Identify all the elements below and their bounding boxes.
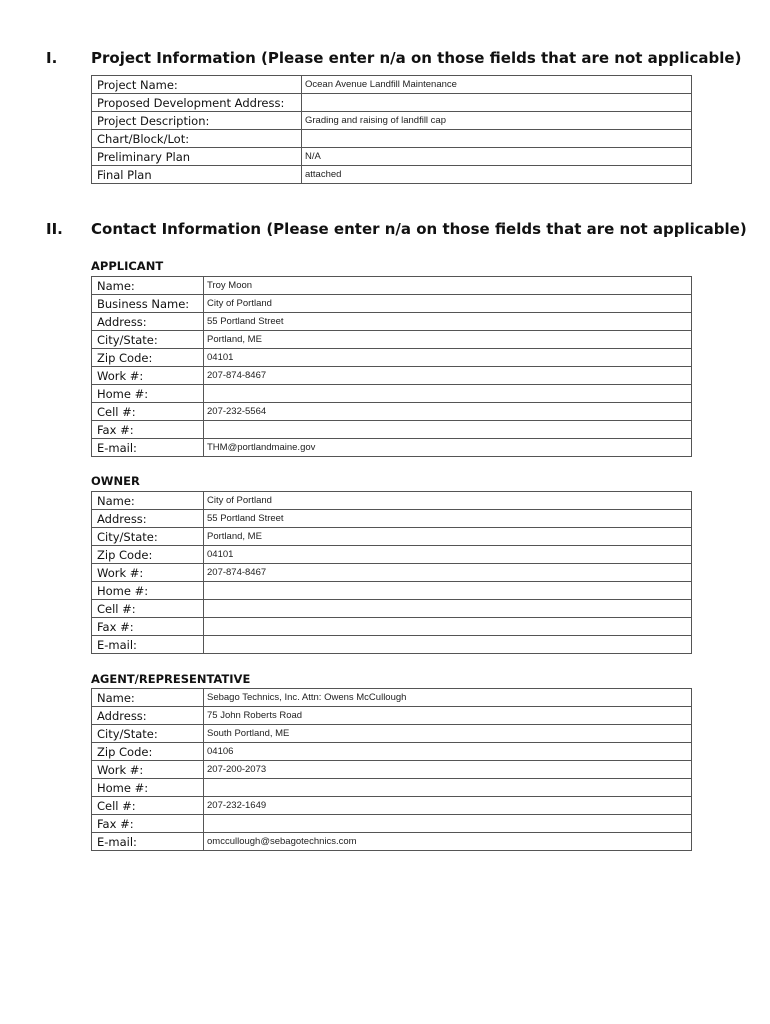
- project-info-row: [92, 166, 692, 184]
- field-label: City/State:: [92, 725, 204, 743]
- field-label: Final Plan: [92, 166, 302, 184]
- field-label: Address:: [92, 707, 204, 725]
- applicant-row: [92, 385, 692, 403]
- owner-row: [92, 564, 692, 582]
- applicant-row: [92, 331, 692, 349]
- agent-row: [92, 797, 692, 815]
- field-value[interactable]: [204, 421, 692, 439]
- field-value[interactable]: [302, 94, 692, 112]
- applicant-row: [92, 295, 692, 313]
- field-label: E-mail:: [92, 636, 204, 654]
- field-label: Name:: [92, 277, 204, 295]
- field-value[interactable]: Portland, ME: [204, 528, 692, 546]
- field-value[interactable]: 04106: [204, 743, 692, 761]
- owner-row: [92, 510, 692, 528]
- field-label: Name:: [92, 689, 204, 707]
- owner-heading: OWNER: [91, 474, 140, 488]
- field-label: Chart/Block/Lot:: [92, 130, 302, 148]
- field-value[interactable]: 207-232-1649: [204, 797, 692, 815]
- field-value[interactable]: Portland, ME: [204, 331, 692, 349]
- field-value[interactable]: 207-874-8467: [204, 367, 692, 385]
- owner-row: [92, 582, 692, 600]
- applicant-row: [92, 403, 692, 421]
- field-value[interactable]: [204, 582, 692, 600]
- field-label: Zip Code:: [92, 743, 204, 761]
- field-value[interactable]: City of Portland: [204, 295, 692, 313]
- agent-row: [92, 689, 692, 707]
- field-value[interactable]: 55 Portland Street: [204, 313, 692, 331]
- field-label: Address:: [92, 313, 204, 331]
- field-value[interactable]: omccullough@sebagotechnics.com: [204, 833, 692, 851]
- agent-row: [92, 761, 692, 779]
- agent-row: [92, 779, 692, 797]
- agent-row: [92, 815, 692, 833]
- field-value[interactable]: [302, 130, 692, 148]
- field-value[interactable]: Troy Moon: [204, 277, 692, 295]
- agent-table: [91, 688, 692, 851]
- project-info-row: [92, 148, 692, 166]
- section-title: Contact Information (Please enter n/a on those fields that are not applicable): [91, 220, 747, 238]
- field-value[interactable]: Ocean Avenue Landfill Maintenance: [302, 76, 692, 94]
- field-value[interactable]: 55 Portland Street: [204, 510, 692, 528]
- applicant-row: [92, 277, 692, 295]
- field-value[interactable]: 207-874-8467: [204, 564, 692, 582]
- field-label: E-mail:: [92, 439, 204, 457]
- project-info-row: [92, 130, 692, 148]
- field-label: Business Name:: [92, 295, 204, 313]
- field-label: Home #:: [92, 779, 204, 797]
- field-label: Name:: [92, 492, 204, 510]
- applicant-row: [92, 313, 692, 331]
- field-value[interactable]: 04101: [204, 349, 692, 367]
- field-value[interactable]: Grading and raising of landfill cap: [302, 112, 692, 130]
- field-value[interactable]: N/A: [302, 148, 692, 166]
- owner-row: [92, 600, 692, 618]
- field-label: E-mail:: [92, 833, 204, 851]
- owner-row: [92, 492, 692, 510]
- field-label: City/State:: [92, 331, 204, 349]
- project-info-row: [92, 112, 692, 130]
- field-label: Address:: [92, 510, 204, 528]
- applicant-row: [92, 349, 692, 367]
- field-label: Zip Code:: [92, 349, 204, 367]
- field-label: Fax #:: [92, 815, 204, 833]
- field-value[interactable]: [204, 779, 692, 797]
- field-label: Work #:: [92, 761, 204, 779]
- applicant-row: [92, 421, 692, 439]
- field-label: Zip Code:: [92, 546, 204, 564]
- field-value[interactable]: [204, 600, 692, 618]
- field-label: Fax #:: [92, 618, 204, 636]
- owner-row: [92, 528, 692, 546]
- applicant-heading: APPLICANT: [91, 259, 164, 273]
- section-number: II.: [46, 220, 63, 238]
- owner-row: [92, 618, 692, 636]
- field-label: Home #:: [92, 385, 204, 403]
- field-value[interactable]: 75 John Roberts Road: [204, 707, 692, 725]
- field-label: Work #:: [92, 564, 204, 582]
- field-label: City/State:: [92, 528, 204, 546]
- field-value[interactable]: 207-232-5564: [204, 403, 692, 421]
- field-label: Project Name:: [92, 76, 302, 94]
- project-info-row: [92, 94, 692, 112]
- agent-row: [92, 833, 692, 851]
- field-label: Work #:: [92, 367, 204, 385]
- agent-row: [92, 743, 692, 761]
- field-value[interactable]: [204, 636, 692, 654]
- section-title: Project Information (Please enter n/a on those fields that are not applicable): [91, 49, 742, 67]
- applicant-row: [92, 367, 692, 385]
- field-label: Preliminary Plan: [92, 148, 302, 166]
- field-value[interactable]: [204, 618, 692, 636]
- field-label: Cell #:: [92, 600, 204, 618]
- field-label: Cell #:: [92, 403, 204, 421]
- field-value[interactable]: [204, 385, 692, 403]
- owner-row: [92, 636, 692, 654]
- field-value[interactable]: [204, 815, 692, 833]
- field-label: Cell #:: [92, 797, 204, 815]
- applicant-table: [91, 276, 692, 457]
- field-value[interactable]: attached: [302, 166, 692, 184]
- agent-row: [92, 707, 692, 725]
- field-label: Project Description:: [92, 112, 302, 130]
- field-label: Fax #:: [92, 421, 204, 439]
- project-info-table: [91, 75, 692, 184]
- field-label: Home #:: [92, 582, 204, 600]
- field-value[interactable]: 207-200-2073: [204, 761, 692, 779]
- field-value[interactable]: City of Portland: [204, 492, 692, 510]
- agent-heading: AGENT/REPRESENTATIVE: [91, 672, 251, 686]
- field-value[interactable]: 04101: [204, 546, 692, 564]
- agent-row: [92, 725, 692, 743]
- field-value[interactable]: THM@portlandmaine.gov: [204, 439, 692, 457]
- project-info-row: [92, 76, 692, 94]
- applicant-row: [92, 439, 692, 457]
- field-value[interactable]: South Portland, ME: [204, 725, 692, 743]
- field-label: Proposed Development Address:: [92, 94, 302, 112]
- field-value[interactable]: Sebago Technics, Inc. Attn: Owens McCullough: [204, 689, 692, 707]
- owner-table: [91, 491, 692, 654]
- section-number: I.: [46, 49, 58, 67]
- owner-row: [92, 546, 692, 564]
